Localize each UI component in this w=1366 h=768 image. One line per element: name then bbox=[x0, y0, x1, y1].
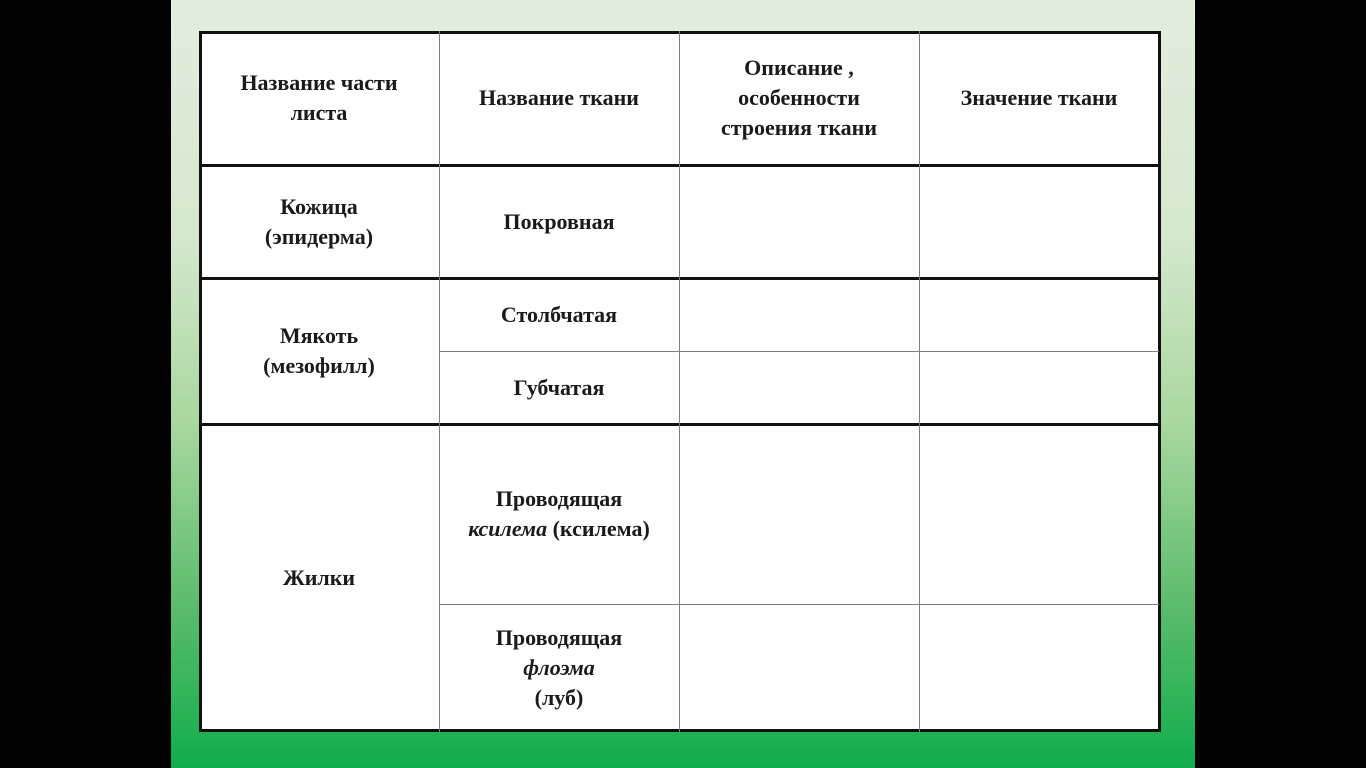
row-sep-skin bbox=[199, 277, 1161, 280]
cell-xylem-rest: (ксилема) bbox=[547, 516, 650, 541]
header-description bbox=[679, 31, 919, 165]
cell-pulp-part-line2: (мезофилл) bbox=[263, 353, 375, 378]
cell-skin-part bbox=[199, 165, 439, 278]
cell-veins-part-text: Жилки bbox=[282, 565, 356, 590]
row-sep-xylem bbox=[439, 604, 1159, 605]
col-sep-1 bbox=[439, 31, 440, 732]
cell-phloem-tissue bbox=[439, 604, 679, 732]
cell-skin-tissue bbox=[439, 165, 679, 278]
cell-spongy-tissue-text: Губчатая bbox=[513, 374, 605, 400]
header-description-line1: Описание , bbox=[744, 55, 854, 80]
header-description-line3: строения ткани bbox=[720, 115, 878, 140]
header-leaf-part bbox=[199, 31, 439, 165]
cell-phloem-italic: флоэма bbox=[523, 655, 595, 680]
header-tissue-meaning bbox=[919, 31, 1159, 165]
col-sep-3 bbox=[919, 31, 920, 732]
cell-columnar-tissue bbox=[439, 278, 679, 351]
border-left bbox=[199, 31, 202, 732]
cell-phloem-line1: Проводящая bbox=[495, 625, 623, 650]
cell-veins-part bbox=[199, 424, 439, 732]
cell-skin-part-line1: Кожица bbox=[280, 193, 358, 219]
row-sep-columnar bbox=[439, 351, 1159, 352]
row-sep-header bbox=[199, 164, 1161, 167]
cell-pulp-part-line1: Мякоть bbox=[279, 323, 359, 348]
cell-xylem-tissue bbox=[439, 424, 679, 604]
tissue-table bbox=[199, 31, 1161, 732]
header-leaf-part-line2: листа bbox=[290, 100, 348, 125]
cell-xylem-italic: ксилема bbox=[468, 516, 548, 541]
row-sep-pulp bbox=[199, 423, 1161, 426]
cell-skin-tissue-text: Покровная bbox=[503, 208, 615, 234]
header-tissue-name bbox=[439, 31, 679, 165]
header-leaf-part-line1: Название части bbox=[240, 70, 398, 95]
border-bottom bbox=[199, 729, 1161, 732]
cell-spongy-tissue bbox=[439, 351, 679, 424]
col-sep-2 bbox=[679, 31, 680, 732]
header-description-line2: особенности bbox=[738, 85, 860, 110]
cell-xylem-line2 bbox=[468, 514, 650, 544]
header-tissue-meaning-text: Значение ткани bbox=[960, 85, 1118, 110]
header-tissue-name-text: Название ткани bbox=[479, 85, 639, 110]
border-right bbox=[1158, 31, 1161, 732]
border-top bbox=[199, 31, 1161, 34]
cell-skin-part-line2: (эпидерма) bbox=[264, 223, 374, 249]
cell-columnar-tissue-text: Столбчатая bbox=[500, 301, 618, 327]
cell-pulp-part bbox=[199, 278, 439, 424]
cell-phloem-line3: (луб) bbox=[534, 685, 584, 710]
cell-xylem-line1: Проводящая bbox=[495, 486, 623, 511]
